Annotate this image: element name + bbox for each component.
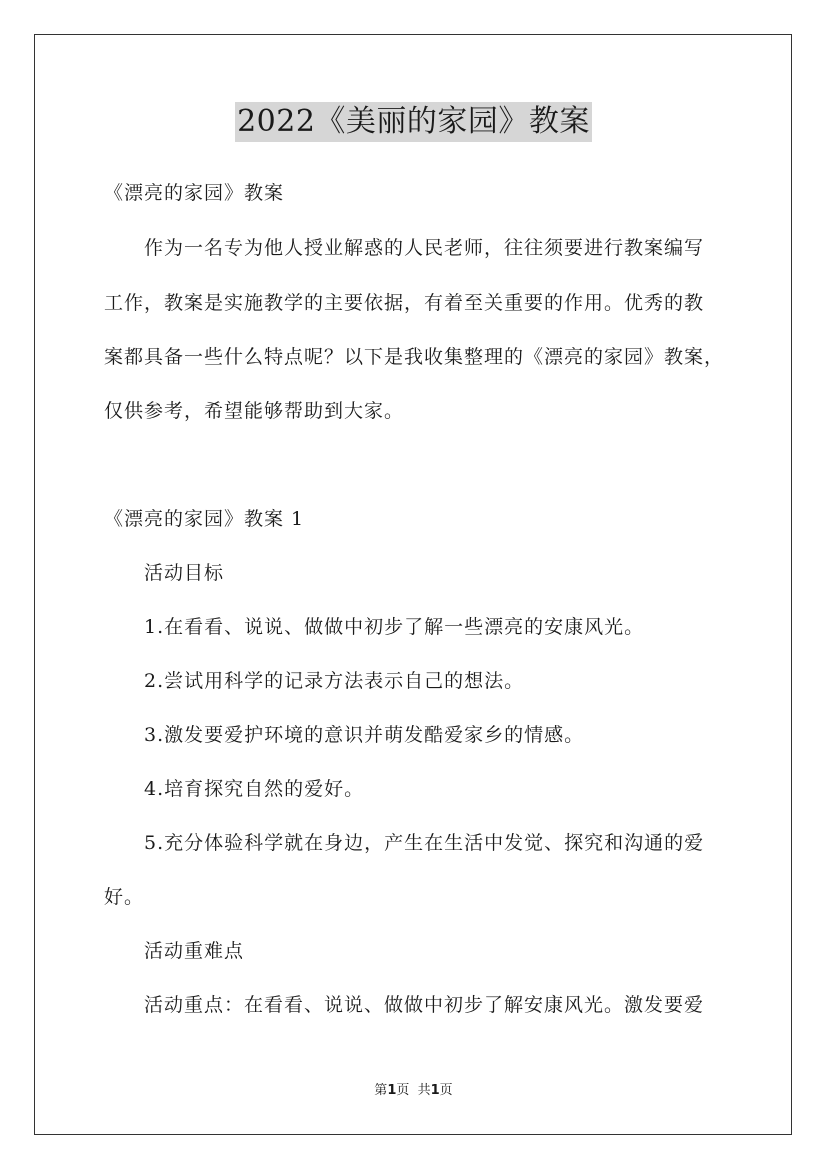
intro-line-3: 案都具备一些什么特点呢？以下是我收集整理的《漂亮的家园》教案， — [104, 346, 725, 368]
goal-item-1: 1.在看看、说说、做做中初步了解一些漂亮的安康风光。 — [144, 616, 645, 638]
title-container — [0, 102, 827, 142]
document-title: 2022《美丽的家园》教案 — [235, 102, 592, 142]
goal-item-5-continued: 好。 — [104, 886, 145, 908]
footer-page-mid: 页 共 — [396, 1083, 431, 1098]
page-footer — [0, 1083, 827, 1099]
intro-line-4: 仅供参考，希望能够帮助到大家。 — [104, 400, 405, 422]
key-points-line: 活动重点：在看看、说说、做做中初步了解安康风光。激发要爱 — [144, 994, 705, 1016]
intro-line-1: 作为一名专为他人授业解惑的人民老师，往往须要进行教案编写 — [144, 237, 705, 259]
footer-page-suffix: 页 — [439, 1083, 453, 1098]
footer-page-prefix: 第 — [374, 1083, 388, 1098]
goal-item-3: 3.激发要爱护环境的意识并萌发酷爱家乡的情感。 — [144, 724, 585, 746]
subtitle: 《漂亮的家园》教案 — [104, 182, 285, 204]
footer-total-pages: 1 — [430, 1083, 440, 1098]
goal-item-4: 4.培育探究自然的爱好。 — [144, 778, 365, 800]
goal-item-5: 5.充分体验科学就在身边，产生在生活中发觉、探究和沟通的爱 — [144, 832, 705, 854]
activity-goal-heading: 活动目标 — [144, 562, 225, 584]
footer-page-number: 1 — [387, 1083, 397, 1098]
section-heading: 《漂亮的家园》教案 1 — [104, 508, 305, 530]
key-points-heading: 活动重难点 — [144, 940, 245, 962]
intro-line-2: 工作，教案是实施教学的主要依据，有着至关重要的作用。优秀的教 — [104, 292, 705, 314]
goal-item-2: 2.尝试用科学的记录方法表示自己的想法。 — [144, 670, 525, 692]
